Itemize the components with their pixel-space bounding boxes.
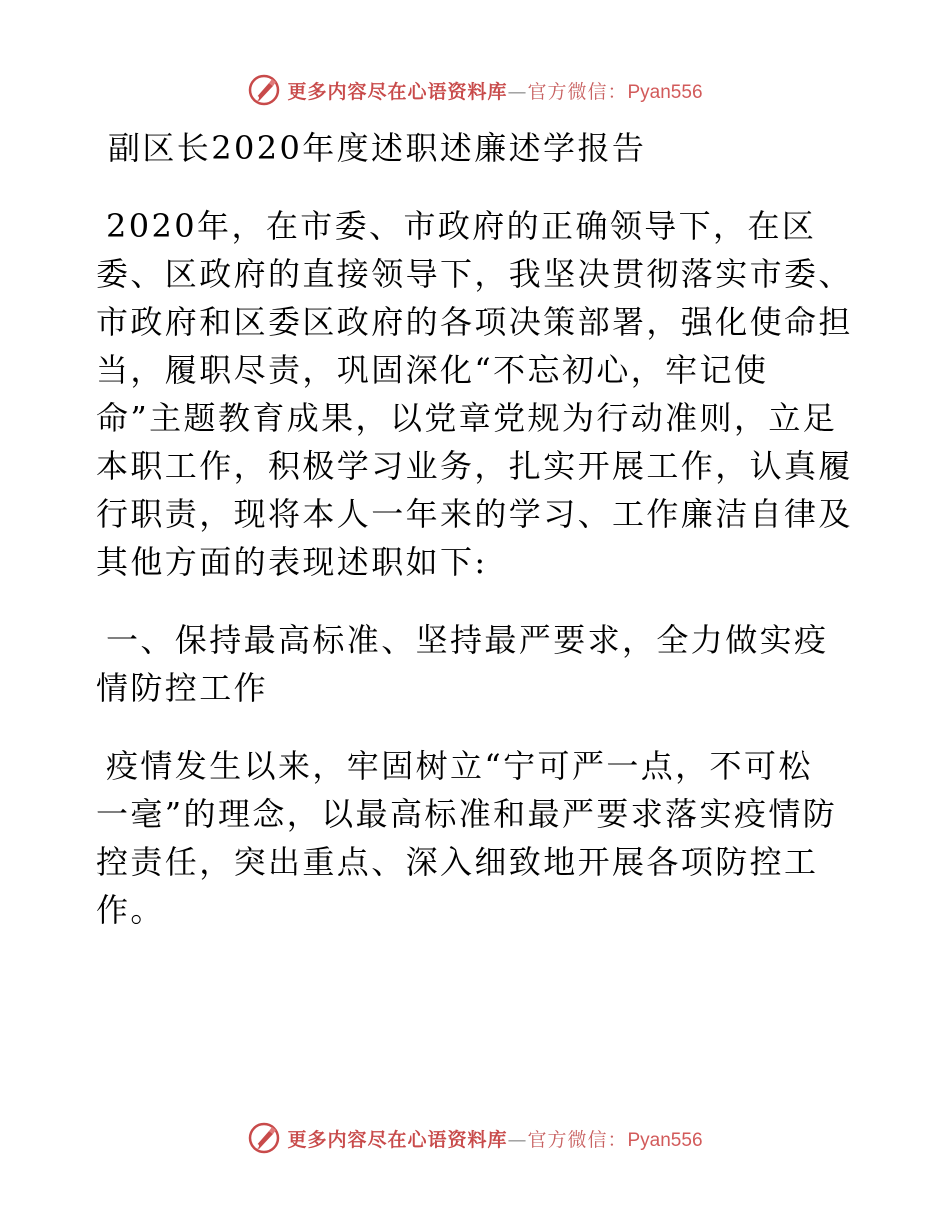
paragraph-line: 控责任，突出重点、深入细致地开展各项防控工 (96, 843, 819, 881)
watermark-wechat-id: Pyan556 (627, 1129, 703, 1151)
watermark-separator: — (507, 80, 528, 103)
paragraph-line: 市政府和区委区政府的各项决策部署，强化使命担 (96, 303, 853, 341)
watermark-separator: — (507, 1128, 528, 1151)
watermark-brand: 更多内容尽在心语资料库 (287, 1128, 508, 1151)
paragraph-intro (96, 202, 856, 586)
watermark-official-label: 官方微信： (527, 80, 628, 103)
header-watermark (0, 70, 950, 110)
paragraph-line: 疫情发生以来，牢固树立“宁可严一点，不可松 (106, 747, 813, 785)
paragraph-epidemic (96, 742, 856, 934)
spacer (96, 586, 856, 616)
heading-line: 情防控工作 (96, 669, 269, 707)
watermark-wechat-id: Pyan556 (627, 81, 703, 103)
paragraph-line: 当，履职尽责，巩固深化“不忘初心，牢记使 (96, 351, 769, 389)
watermark-official-label: 官方微信： (527, 1128, 628, 1151)
document-title: 副区长2020年度述职述廉述学报告 (108, 129, 647, 167)
watermark-text (287, 1125, 702, 1152)
paragraph-line: 行职责，现将本人一年来的学习、工作廉洁自律及 (96, 495, 853, 533)
document-body (96, 124, 856, 934)
spacer (96, 712, 856, 742)
paragraph-line: 其他方面的表现述职如下: (96, 543, 488, 581)
spacer (96, 172, 856, 202)
paragraph-line: 委、区政府的直接领导下，我坚决贯彻落实市委、 (96, 255, 853, 293)
paragraph-line: 本职工作，积极学习业务，扎实开展工作，认真履 (96, 447, 853, 485)
pen-logo-icon (247, 73, 281, 107)
paragraph-line: 作。 (96, 891, 165, 929)
watermark-brand: 更多内容尽在心语资料库 (287, 80, 508, 103)
pen-logo-icon (247, 1121, 281, 1155)
section-heading-1 (96, 616, 856, 712)
watermark-text (287, 77, 702, 104)
paragraph-line: 命”主题教育成果，以党章党规为行动准则，立足 (96, 399, 838, 437)
paragraph-line: 2020年，在市委、市政府的正确领导下，在区 (106, 207, 817, 245)
footer-watermark (0, 1118, 950, 1158)
paragraph-line: 一毫”的理念，以最高标准和最严要求落实疫情防 (96, 795, 838, 833)
heading-line: 一、保持最高标准、坚持最严要求，全力做实疫 (106, 621, 829, 659)
